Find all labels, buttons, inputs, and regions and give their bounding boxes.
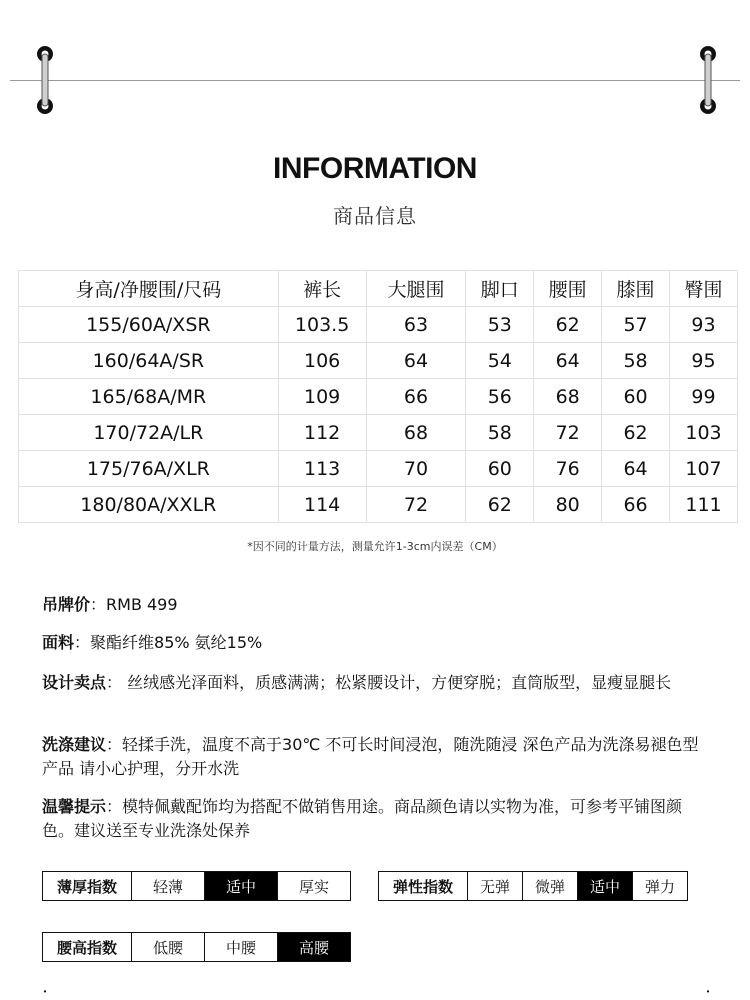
table-cell: 113 (278, 451, 366, 487)
table-cell: 57 (602, 307, 670, 343)
column-header: 臀围 (670, 271, 738, 307)
measurement-note: *因不同的计量方法，测量允许1-3cm内误差（CM） (247, 540, 503, 553)
fabric-label: 面料 (42, 633, 75, 652)
price-value: ：RMB 499 (90, 595, 178, 614)
column-header: 膝围 (602, 271, 670, 307)
table-cell: 103 (670, 415, 738, 451)
wash-label: 洗涤建议 (42, 735, 107, 754)
table-cell: 62 (466, 487, 534, 523)
top-divider-line (10, 80, 740, 81)
table-cell: 175/76A/XLR (19, 451, 279, 487)
table-cell: 99 (670, 379, 738, 415)
fabric-value: ：聚酯纤维85% 氨纶15% (74, 633, 263, 652)
table-cell: 112 (278, 415, 366, 451)
table-cell: 155/60A/XSR (19, 307, 279, 343)
table-row (19, 415, 738, 451)
table-cell: 68 (366, 415, 466, 451)
tips-label: 温馨提示 (42, 797, 107, 816)
binder-ring-icon (34, 990, 56, 1000)
column-header: 大腿围 (366, 271, 466, 307)
table-row (19, 451, 738, 487)
table-cell: 58 (466, 415, 534, 451)
waist-option-selected: 高腰 (278, 933, 351, 962)
table-row (19, 487, 738, 523)
table-cell: 109 (278, 379, 366, 415)
table-row (19, 307, 738, 343)
waist-index-label: 腰高指数 (43, 933, 132, 962)
table-cell: 70 (366, 451, 466, 487)
table-row (19, 379, 738, 415)
design-value: ： 丝绒感光泽面料，质感满满；松紧腰设计，方便穿脱；直筒版型，显瘦显腿长 (106, 673, 672, 692)
table-cell: 111 (670, 487, 738, 523)
thickness-option: 厚实 (278, 872, 351, 901)
tips-line (42, 795, 712, 843)
wash-value: ：轻揉手洗，温度不高于30℃ 不可长时间浸泡，随洗随浸 深色产品为洗涤易褪色型产品 请小心护理，分开水洗 (42, 735, 699, 778)
elasticity-option: 无弹 (468, 872, 523, 901)
thickness-option-selected: 适中 (205, 872, 278, 901)
table-cell: 103.5 (278, 307, 366, 343)
table-cell: 114 (278, 487, 366, 523)
table-cell: 60 (466, 451, 534, 487)
table-row (19, 343, 738, 379)
binder-ring-icon (34, 44, 56, 116)
table-cell: 58 (602, 343, 670, 379)
table-cell: 64 (602, 451, 670, 487)
page-title: INFORMATION (273, 152, 477, 185)
fabric-line (42, 631, 712, 655)
thickness-option: 轻薄 (132, 872, 205, 901)
design-line (42, 671, 712, 695)
thickness-index-label: 薄厚指数 (43, 872, 132, 901)
table-cell: 63 (366, 307, 466, 343)
table-cell: 72 (534, 415, 602, 451)
table-cell: 160/64A/SR (19, 343, 279, 379)
elasticity-option: 微弹 (523, 872, 578, 901)
table-cell: 76 (534, 451, 602, 487)
binder-ring-icon (697, 990, 719, 1000)
size-table (18, 270, 738, 523)
waist-option: 低腰 (132, 933, 205, 962)
table-cell: 80 (534, 487, 602, 523)
table-cell: 93 (670, 307, 738, 343)
price-line (42, 593, 712, 617)
elasticity-index (378, 871, 688, 901)
table-cell: 68 (534, 379, 602, 415)
waist-option: 中腰 (205, 933, 278, 962)
elasticity-index-label: 弹性指数 (379, 872, 468, 901)
table-cell: 54 (466, 343, 534, 379)
table-cell: 180/80A/XXLR (19, 487, 279, 523)
table-cell: 107 (670, 451, 738, 487)
column-header: 腰围 (534, 271, 602, 307)
table-cell: 106 (278, 343, 366, 379)
table-cell: 64 (534, 343, 602, 379)
table-cell: 53 (466, 307, 534, 343)
table-cell: 62 (534, 307, 602, 343)
table-cell: 72 (366, 487, 466, 523)
table-cell: 60 (602, 379, 670, 415)
column-header: 脚口 (466, 271, 534, 307)
tips-value: ：模特佩戴配饰均为搭配不做销售用途。商品颜色请以实物为准，可参考平铺图颜色。建议送至专业洗涤处保养 (42, 797, 683, 840)
design-label: 设计卖点 (42, 673, 107, 692)
table-cell: 95 (670, 343, 738, 379)
table-header-row (19, 271, 738, 307)
table-cell: 56 (466, 379, 534, 415)
table-cell: 62 (602, 415, 670, 451)
table-cell: 64 (366, 343, 466, 379)
column-header: 裤长 (278, 271, 366, 307)
table-cell: 165/68A/MR (19, 379, 279, 415)
page-subtitle: 商品信息 (333, 204, 417, 228)
price-label: 吊牌价 (42, 595, 91, 614)
binder-ring-icon (697, 44, 719, 116)
elasticity-option: 弹力 (633, 872, 688, 901)
table-cell: 66 (366, 379, 466, 415)
table-cell: 66 (602, 487, 670, 523)
column-header: 身高/净腰围/尺码 (19, 271, 279, 307)
table-cell: 170/72A/LR (19, 415, 279, 451)
wash-line (42, 733, 712, 781)
thickness-index (42, 871, 351, 901)
elasticity-option-selected: 适中 (578, 872, 633, 901)
waist-height-index (42, 932, 351, 962)
